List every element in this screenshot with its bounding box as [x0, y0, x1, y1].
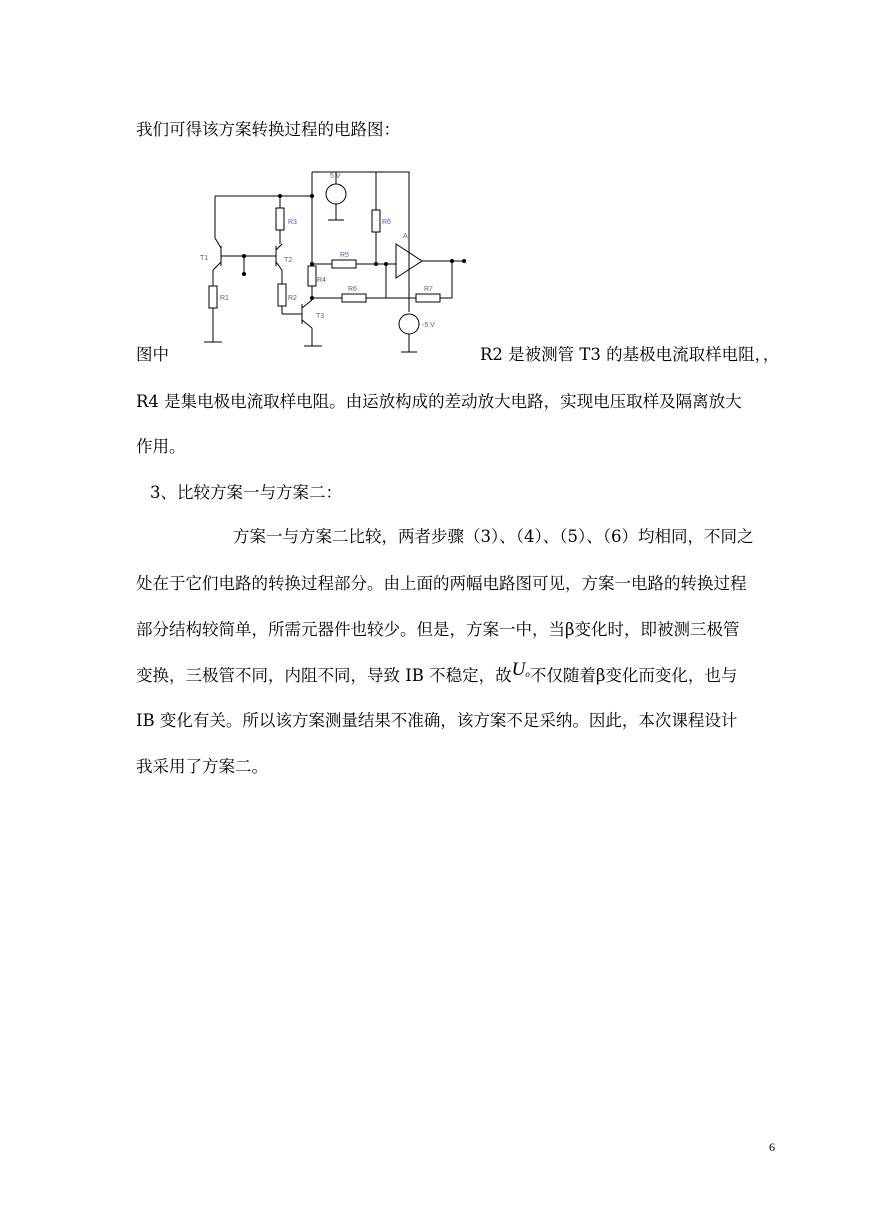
paragraph-2-line-1: 方案一与方案二比较，两者步骤（3）、（4）、（5）、（6）均相同，不同之 [233, 527, 754, 546]
r1-label: R1 [220, 295, 229, 302]
uo-symbol [512, 659, 530, 680]
paragraph-2-line-3: 部分结构较简单，所需元器件也较少。但是，方案一中，当β变化时，即被测三极管 [136, 620, 740, 639]
r5-label: R5 [340, 252, 349, 259]
paragraph-2-line-4 [136, 659, 738, 690]
intro-text: 我们可得该方案转换过程的电路图： [136, 120, 400, 139]
paragraph-2-line-2: 处在于它们电路的转换过程部分。由上面的两幅电路图可见，方案一电路的转换过程 [136, 574, 747, 593]
circuit-diagram [196, 166, 476, 360]
paragraph-1-line-3: 作用。 [136, 437, 186, 456]
vneg-source [399, 314, 419, 334]
r7-resistor [416, 294, 440, 302]
r5-resistor [332, 260, 356, 268]
t3-label: T3 [316, 313, 325, 320]
r7-label: R7 [424, 286, 433, 293]
t1-label: T1 [200, 255, 209, 262]
figure-caption-prefix: 图中 [136, 345, 169, 364]
r4-label: R4 [317, 277, 326, 284]
r2-resistor [278, 284, 286, 306]
r4-resistor [308, 266, 316, 286]
t2-label: T2 [284, 257, 293, 264]
r3-resistor [276, 208, 284, 230]
r6-upper-label: R6 [382, 219, 391, 226]
page-number: 6 [769, 1140, 775, 1154]
r6-lower-label: R6 [348, 286, 357, 293]
r2-label: R2 [288, 295, 297, 302]
paragraph-2-line-4-after: 不仅随着β变化而变化，也与 [529, 666, 738, 685]
uo-symbol-sub: o [525, 669, 530, 679]
paragraph-2-line-4-before: 变换，三极管不同，内阻不同，导致 IB 不稳定，故 [136, 666, 512, 685]
r3-label: R3 [288, 219, 297, 226]
vpos-source [326, 184, 346, 204]
r6-lower-resistor [342, 294, 366, 302]
figure-caption-suffix: R2 是被测管 T3 的基极电流取样电阻，， [480, 345, 780, 364]
uo-symbol-main: U [511, 659, 526, 680]
r6-upper-resistor [372, 210, 380, 232]
section-heading: 3、比较方案一与方案二： [150, 483, 342, 502]
paragraph-1-line-2: R4 是集电极电流取样电阻。由运放构成的差动放大电路，实现电压取样及隔离放大 [136, 392, 742, 411]
top-rail [312, 172, 409, 284]
opamp-label: A [403, 233, 408, 240]
vneg-label: -5 V [422, 322, 435, 329]
vpos-label: 5 V [330, 173, 341, 180]
paragraph-2-line-6: 我采用了方案二。 [136, 757, 268, 776]
paragraph-2-line-5: IB 变化有关。所以该方案测量结果不准确，该方案不足采纳。因此，本次课程设计 [136, 711, 738, 730]
r1-resistor [209, 286, 217, 308]
